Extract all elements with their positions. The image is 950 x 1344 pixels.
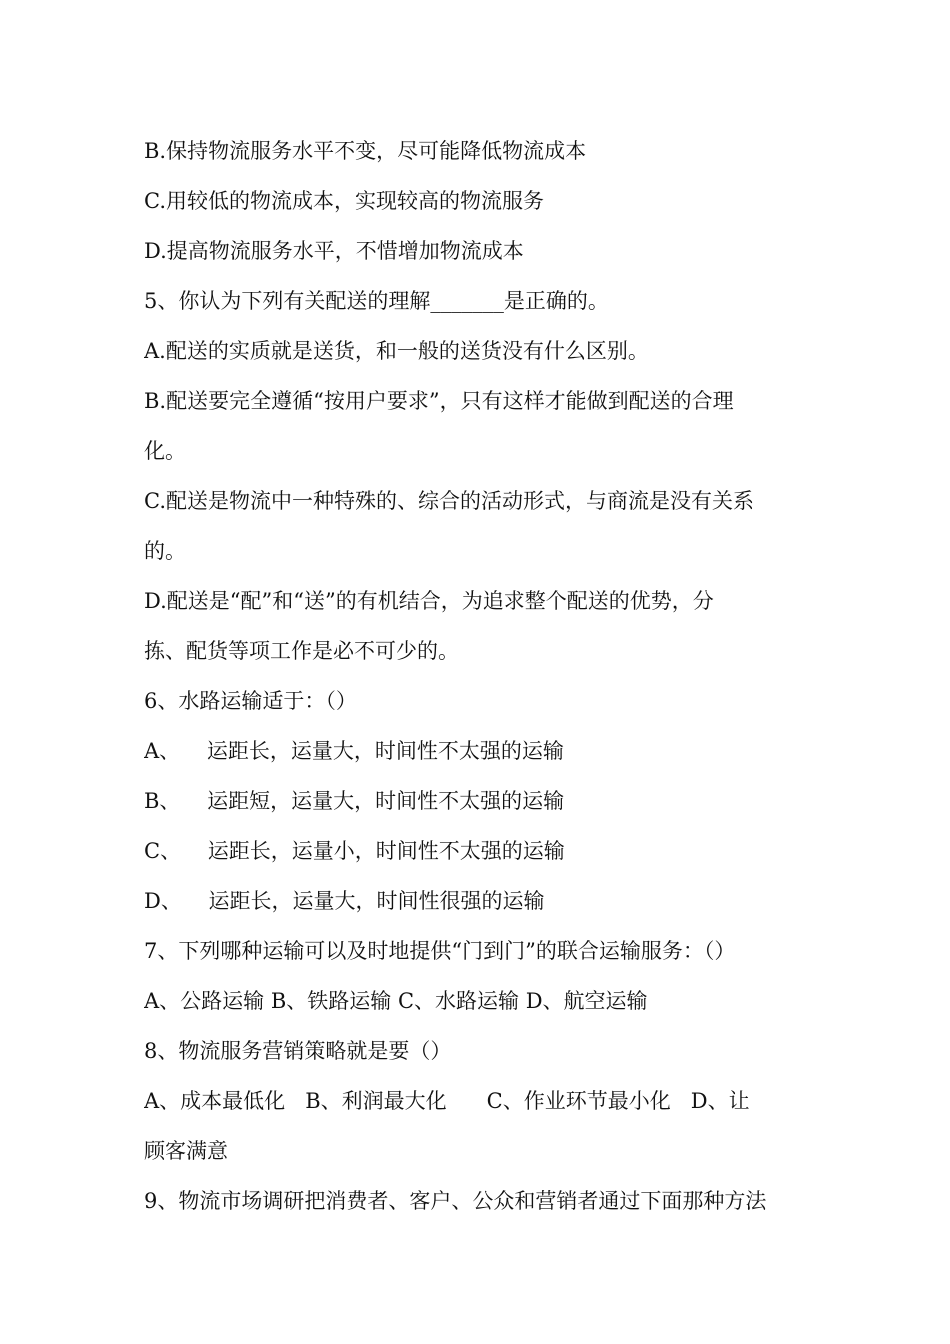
option-line-continued: 拣、配货等项工作是必不可少的。	[144, 639, 459, 663]
option-line-continued: 的。	[144, 539, 186, 563]
option-line: D.配送是“配”和“送”的有机结合，为追求整个配送的优势，分	[144, 589, 714, 613]
option-line: A、公路运输 B、铁路运输 C、水路运输 D、航空运输	[144, 989, 648, 1013]
document-body	[144, 126, 812, 1226]
question-line: 8、物流服务营销策略就是要（）	[144, 1039, 452, 1063]
option-line: A、成本最低化 B、利润最大化 C、作业环节最小化 D、让	[144, 1089, 750, 1113]
option-line: C.配送是物流中一种特殊的、综合的活动形式，与商流是没有关系	[144, 489, 754, 513]
option-line: B.保持物流服务水平不变，尽可能降低物流成本	[144, 139, 587, 163]
question-line: 9、物流市场调研把消费者、客户、公众和营销者通过下面那种方法	[144, 1189, 767, 1213]
option-line: D、 运距长，运量大，时间性很强的运输	[144, 889, 545, 913]
option-line: C、 运距长，运量小，时间性不太强的运输	[144, 839, 565, 863]
option-line: D.提高物流服务水平，不惜增加物流成本	[144, 239, 524, 263]
option-line-continued: 顾客满意	[144, 1139, 228, 1163]
option-line-continued: 化。	[144, 439, 186, 463]
question-line: 7、下列哪种运输可以及时地提供“门到门”的联合运输服务：（）	[144, 939, 736, 963]
option-line: C.用较低的物流成本，实现较高的物流服务	[144, 189, 544, 213]
option-line: B.配送要完全遵循“按用户要求”，只有这样才能做到配送的合理	[144, 389, 734, 413]
option-line: A、 运距长，运量大，时间性不太强的运输	[144, 739, 564, 763]
option-line: A.配送的实质就是送货，和一般的送货没有什么区别。	[144, 339, 649, 363]
option-line: B、 运距短，运量大，时间性不太强的运输	[144, 789, 565, 813]
question-line: 6、水路运输适于：（）	[144, 689, 357, 713]
question-line: 5、你认为下列有关配送的理解_______是正确的。	[144, 289, 609, 313]
